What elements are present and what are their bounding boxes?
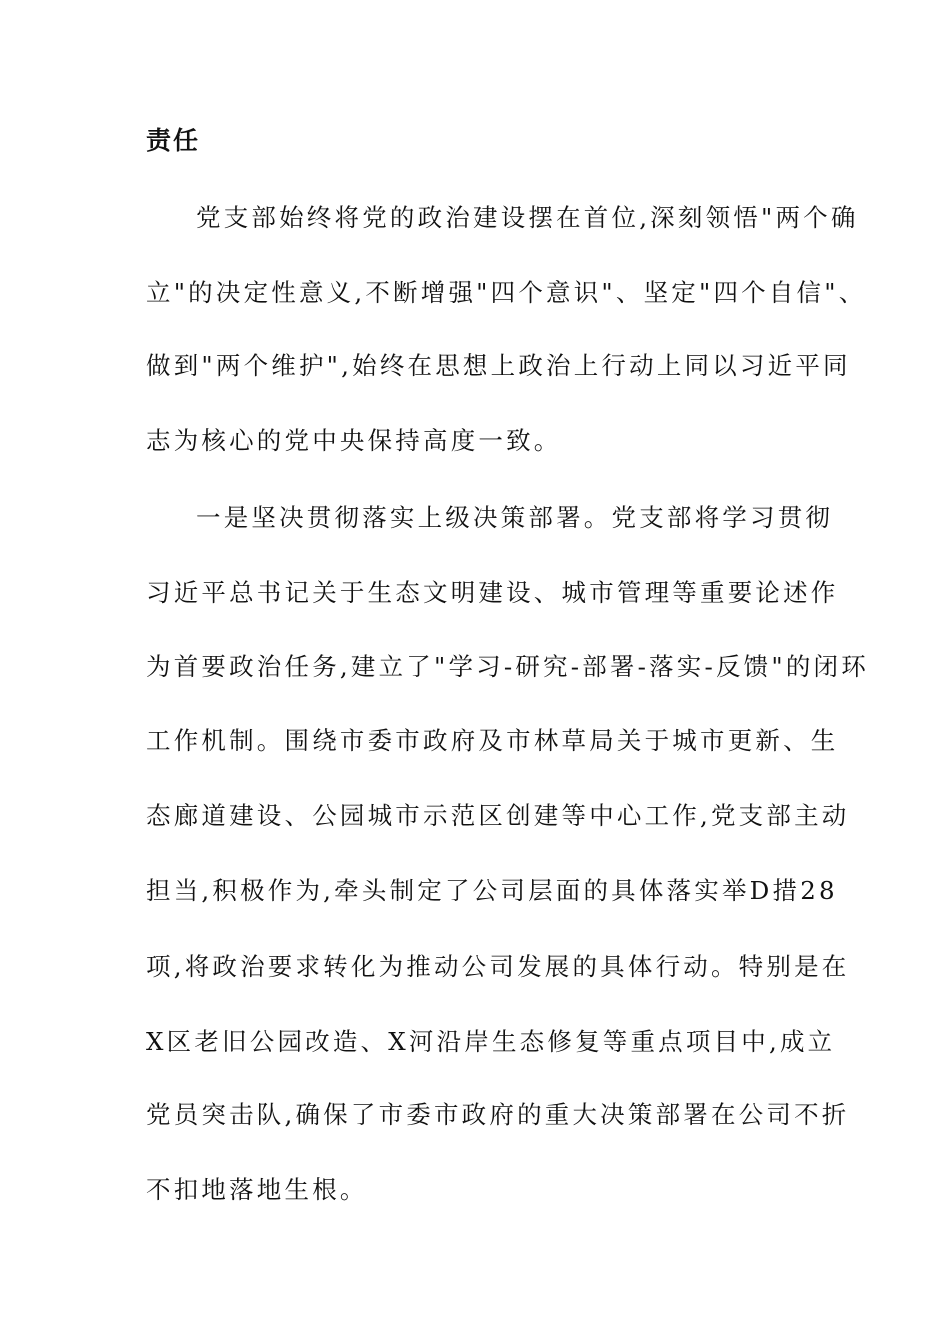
paragraph-line: 不扣地落地生根。 <box>146 1175 368 1204</box>
paragraph-line: 为首要政治任务,建立了"学习-研究-部署-落实-反馈"的闭环 <box>146 652 869 681</box>
paragraph-line: 一是坚决贯彻落实上级决策部署。党支部将学习贯彻 <box>196 503 834 532</box>
paragraph-line: 立"的决定性意义,不断增强"四个意识"、坚定"四个自信"、 <box>146 278 867 307</box>
paragraph-line: 态廊道建设、公园城市示范区创建等中心工作,党支部主动 <box>146 801 850 830</box>
paragraph-line: 工作机制。围绕市委市政府及市林草局关于城市更新、生 <box>146 726 839 755</box>
paragraph-line: 担当,积极作为,牵头制定了公司层面的具体落实举D措28 <box>146 876 838 905</box>
paragraph-line: 做到"两个维护",始终在思想上政治上行动上同以习近平同 <box>146 351 851 380</box>
paragraph-line: 志为核心的党中央保持高度一致。 <box>146 426 562 455</box>
paragraph-line: 习近平总书记关于生态文明建设、城市管理等重要论述作 <box>146 578 839 607</box>
section-heading: 责任 <box>146 126 201 155</box>
paragraph-line: X区老旧公园改造、X河沿岸生态修复等重点项目中,成立 <box>146 1027 836 1056</box>
paragraph-line: 党支部始终将党的政治建设摆在首位,深刻领悟"两个确 <box>196 203 859 232</box>
paragraph-line: 党员突击队,确保了市委市政府的重大决策部署在公司不折 <box>146 1100 850 1129</box>
paragraph-line: 项,将政治要求转化为推动公司发展的具体行动。特别是在 <box>146 952 850 981</box>
